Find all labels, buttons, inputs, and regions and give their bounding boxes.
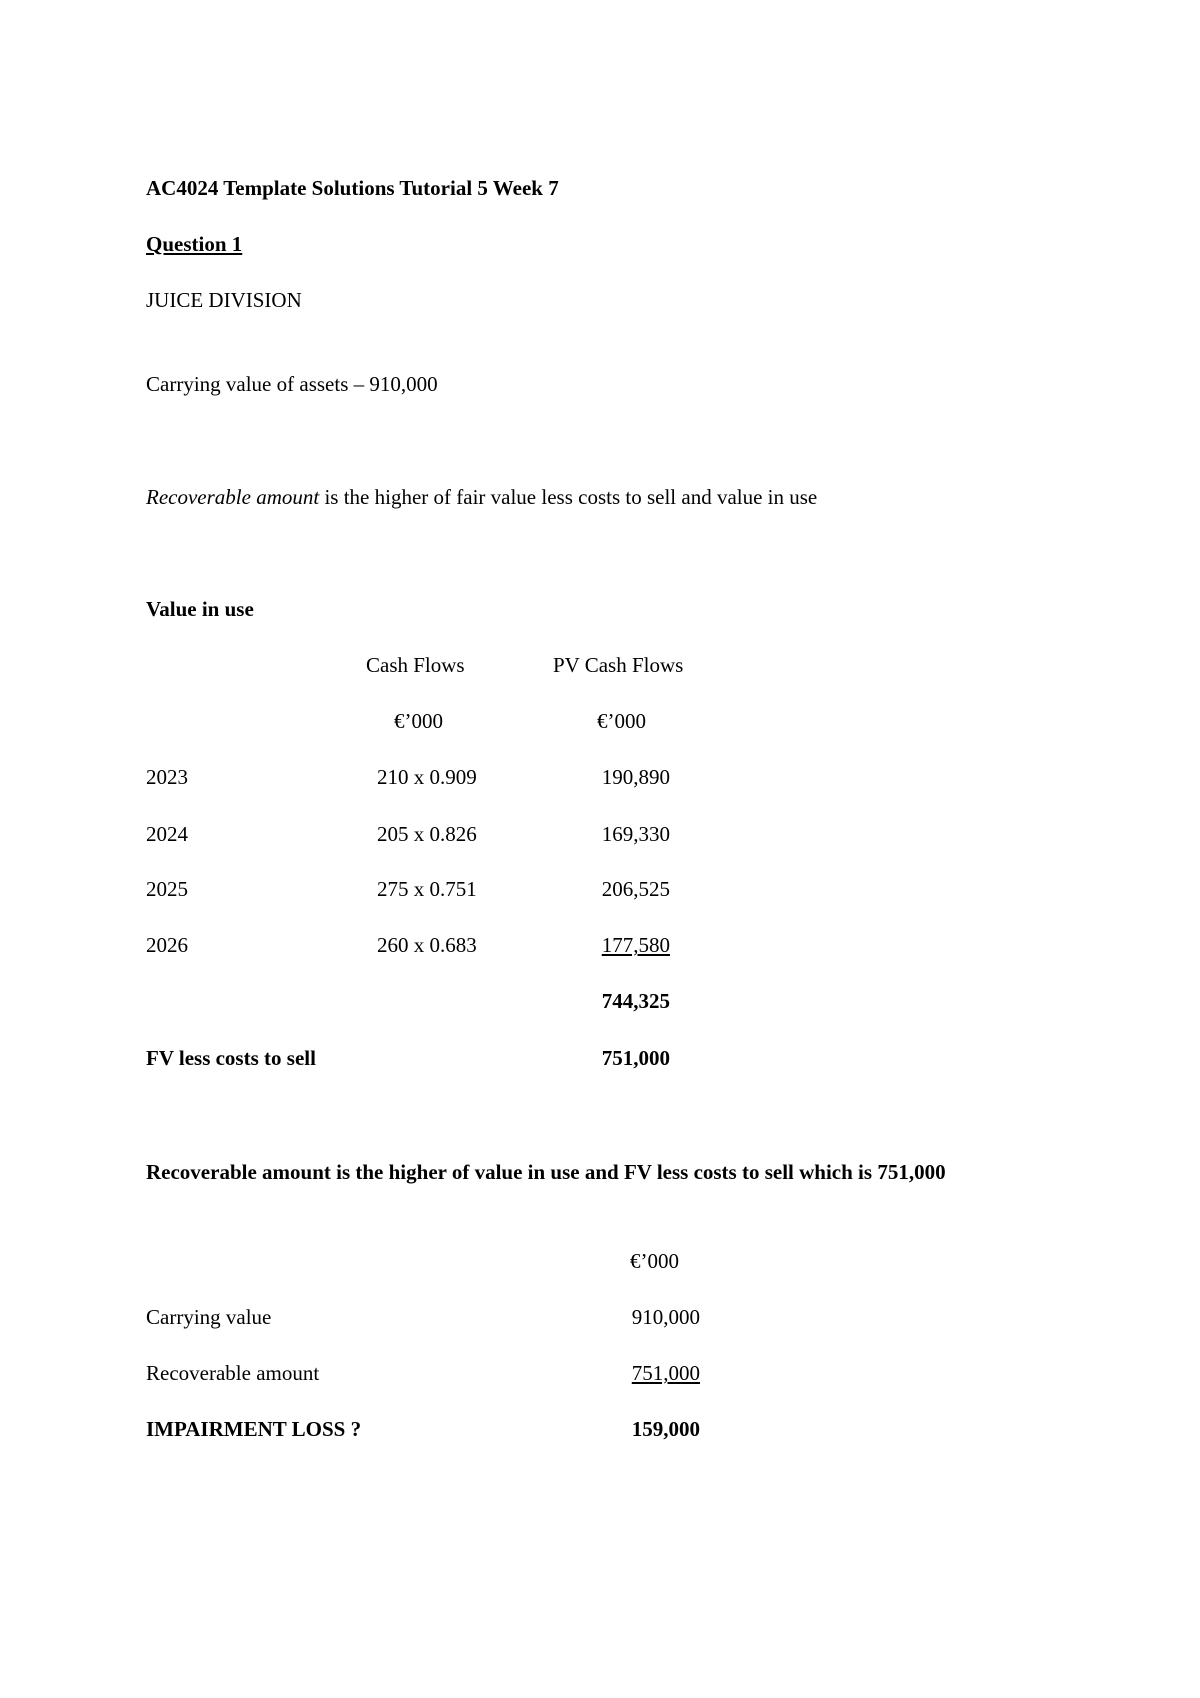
- row-calc: 205 x 0.826: [377, 822, 477, 846]
- fv-less-costs-value: 751,000: [601, 1046, 670, 1070]
- value-in-use-heading: Value in use: [146, 597, 254, 621]
- recoverable-amount-label: Recoverable amount: [146, 1361, 320, 1385]
- col-cash-flows-header: Cash Flows: [366, 653, 465, 677]
- row-year: 2025: [146, 877, 188, 901]
- col-pv-cash-flows-header: PV Cash Flows: [553, 653, 684, 677]
- unit-pv-cash-flows: €’000: [597, 709, 646, 733]
- row-year: 2026: [146, 933, 188, 957]
- row-pv: 206,525: [601, 877, 670, 901]
- recoverable-amount-value: 751,000: [631, 1361, 700, 1385]
- row-pv: 177,580: [601, 933, 670, 957]
- division-heading: JUICE DIVISION: [146, 288, 302, 312]
- impairment-unit: €’000: [630, 1249, 679, 1273]
- recoverable-definition-rest: is the higher of fair value less costs to sell and value in use: [319, 485, 818, 509]
- recoverable-definition: [146, 484, 817, 510]
- unit-cash-flows: €’000: [394, 709, 443, 733]
- recoverable-term: Recoverable amount: [146, 485, 320, 509]
- carrying-value-line: Carrying value of assets – 910,000: [146, 372, 438, 396]
- recoverable-conclusion: Recoverable amount is the higher of value in use and FV less costs to sell which is 751,000: [146, 1160, 946, 1184]
- carrying-value-label: Carrying value: [146, 1305, 272, 1329]
- row-pv: 190,890: [601, 765, 670, 789]
- document-title: AC4024 Template Solutions Tutorial 5 Week 7: [146, 176, 559, 200]
- impairment-loss-value: 159,000: [631, 1417, 700, 1441]
- value-in-use-total: 744,325: [601, 989, 670, 1013]
- carrying-value-amount: 910,000: [631, 1305, 700, 1329]
- fv-less-costs-label: FV less costs to sell: [146, 1046, 316, 1070]
- impairment-loss-label: IMPAIRMENT LOSS ?: [146, 1417, 362, 1441]
- row-pv: 169,330: [601, 822, 670, 846]
- row-calc: 260 x 0.683: [377, 933, 477, 957]
- question-heading: Question 1: [146, 232, 243, 256]
- row-year: 2024: [146, 822, 188, 846]
- row-calc: 210 x 0.909: [377, 765, 477, 789]
- row-calc: 275 x 0.751: [377, 877, 477, 901]
- row-year: 2023: [146, 765, 188, 789]
